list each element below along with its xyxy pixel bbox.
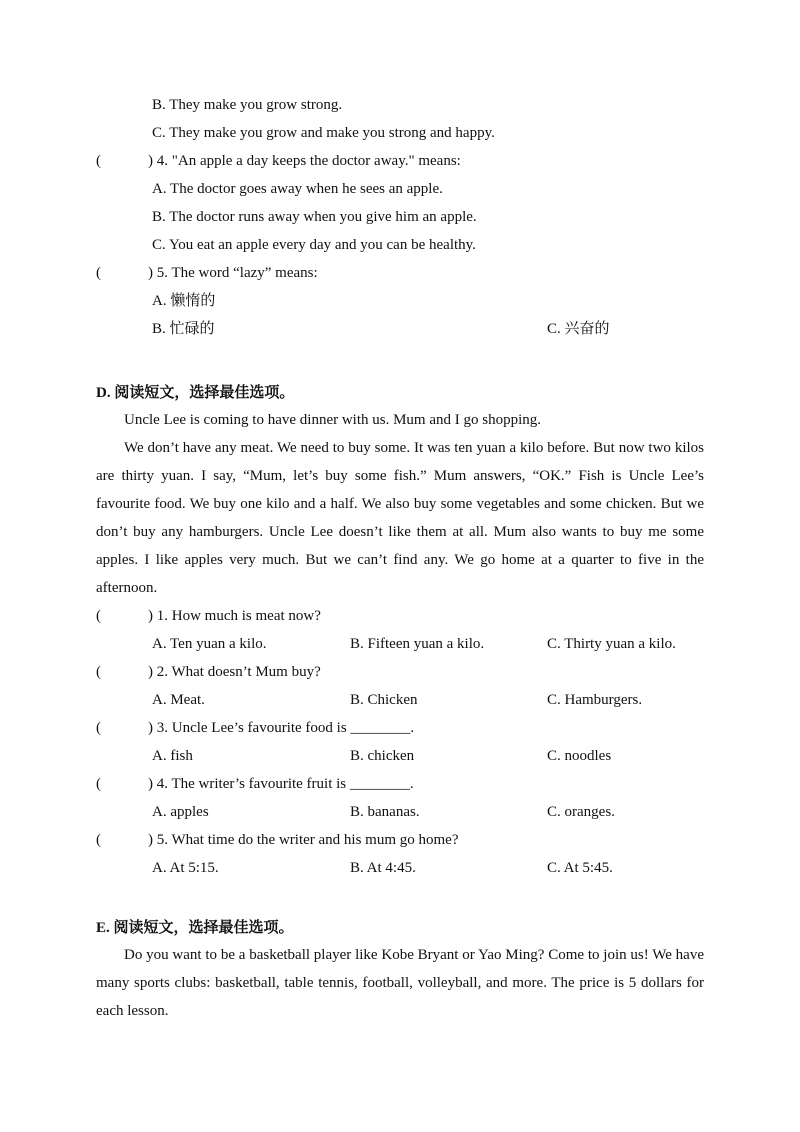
d-q5-option-c: C. At 5:45.: [547, 860, 613, 876]
d-q4-option-a: A. apples: [152, 804, 209, 820]
d-q5-stem: ) 5. What time do the writer and his mum go home?: [148, 832, 459, 848]
d-q4-answer-paren: (: [96, 776, 101, 792]
d-q3-option-b: B. chicken: [350, 748, 415, 764]
d-q1-option-b: B. Fifteen yuan a kilo.: [350, 636, 485, 652]
c-q3-option-b: B. They make you grow strong.: [152, 97, 343, 113]
section-e-paragraph-1: Do you want to be a basketball player like Kobe Bryant or Yao Ming? Come to join us! We have many sports clubs: basketball, table tennis, football, volleyball, and more. The price is 5 dollars for each lesson.: [96, 947, 704, 1019]
d-q2-option-b: B. Chicken: [350, 692, 418, 708]
d-q5-answer-paren: (: [96, 832, 101, 848]
d-q5-option-b: B. At 4:45.: [350, 860, 416, 876]
section-d-heading: D. 阅读短文，选择最佳选项。: [96, 385, 295, 401]
d-q1-answer-paren: (: [96, 608, 101, 624]
c-q4-option-b: B. The doctor runs away when you give him an apple.: [152, 209, 477, 225]
d-q2-option-a: A. Meat.: [152, 692, 205, 708]
c-q4-stem: ) 4. "An apple a day keeps the doctor away." means:: [148, 153, 461, 169]
c-q5-option-c: C. 兴奋的: [547, 321, 610, 337]
d-q4-stem: ) 4. The writer’s favourite fruit is ________.: [148, 776, 414, 792]
c-q4-option-a: A. The doctor goes away when he sees an apple.: [152, 181, 443, 197]
section-d-paragraph-2: We don’t have any meat. We need to buy some. It was ten yuan a kilo before. But now two kilos are thirty yuan. I say, “Mum, let’s buy some fish.” Mum answers, “OK.” Fish is Uncle Lee’s favourite food. We buy one kilo and a half. We also buy some vegetables and some chicken. But we don’t buy any hamburgers. Uncle Lee doesn’t like them at all. Mum also wants to buy me some apples. I like apples very much. But we can’t find any. We go home at a quarter to five in the afternoon.: [96, 440, 704, 596]
section-d-paragraph-1: Uncle Lee is coming to have dinner with us. Mum and I go shopping.: [124, 412, 542, 428]
c-q5-option-b: B. 忙碌的: [152, 321, 215, 337]
d-q3-stem: ) 3. Uncle Lee’s favourite food is ________.: [148, 720, 415, 736]
c-q3-option-c: C. They make you grow and make you strong and happy.: [152, 125, 495, 141]
d-q2-answer-paren: (: [96, 664, 101, 680]
c-q5-answer-paren: (: [96, 265, 101, 281]
c-q4-answer-paren: (: [96, 153, 101, 169]
c-q5-option-a: A. 懒惰的: [152, 293, 216, 309]
d-q2-option-c: C. Hamburgers.: [547, 692, 643, 708]
d-q3-option-a: A. fish: [152, 748, 193, 764]
section-e-heading: E. 阅读短文，选择最佳选项。: [96, 920, 294, 936]
d-q1-stem: ) 1. How much is meat now?: [148, 608, 321, 624]
d-q2-stem: ) 2. What doesn’t Mum buy?: [148, 664, 321, 680]
d-q4-option-c: C. oranges.: [547, 804, 615, 820]
d-q3-option-c: C. noodles: [547, 748, 612, 764]
d-q3-answer-paren: (: [96, 720, 101, 736]
d-q1-option-a: A. Ten yuan a kilo.: [152, 636, 267, 652]
c-q5-stem: ) 5. The word “lazy” means:: [148, 265, 318, 281]
d-q1-option-c: C. Thirty yuan a kilo.: [547, 636, 676, 652]
d-q5-option-a: A. At 5:15.: [152, 860, 219, 876]
c-q4-option-c: C. You eat an apple every day and you can be healthy.: [152, 237, 476, 253]
d-q4-option-b: B. bananas.: [350, 804, 420, 820]
